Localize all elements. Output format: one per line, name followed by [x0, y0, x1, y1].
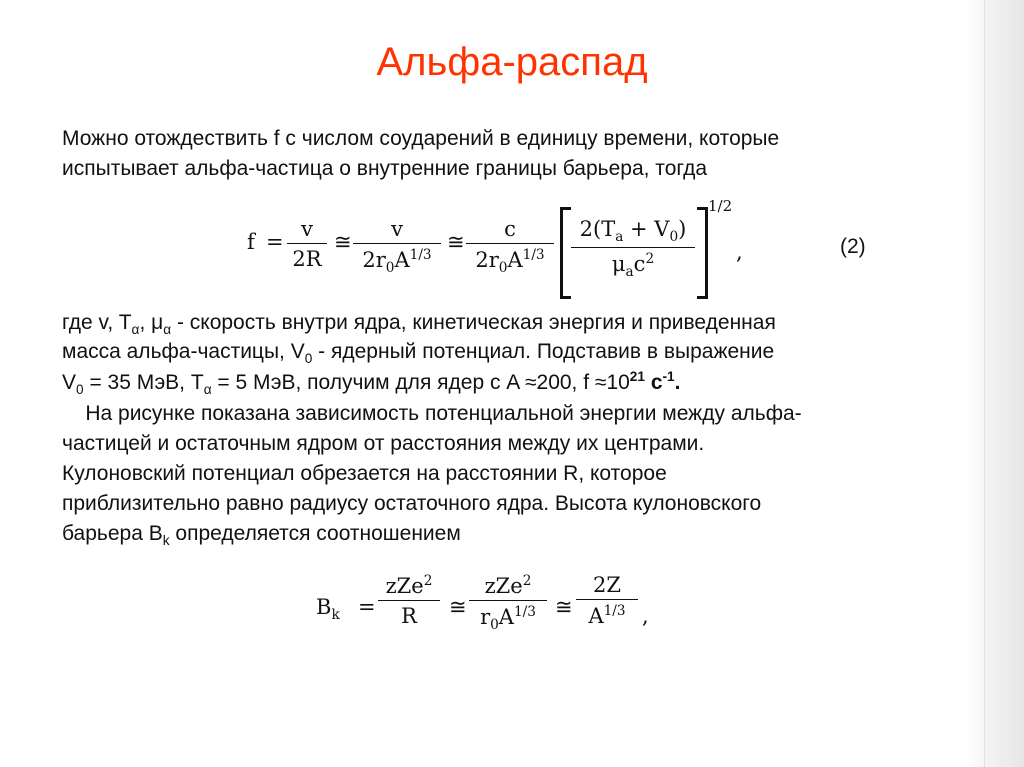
fraction-numerator: v: [287, 217, 327, 244]
fraction-numerator: zZe$^2$: [469, 573, 547, 601]
fraction-denominator: 2R: [292, 247, 322, 271]
fraction-denominator: $r_0A^{1/3}$: [480, 604, 536, 634]
text-line: На рисунке показана зависимость потенциальной энергии между альфа-: [62, 402, 802, 425]
eq1-lhs: f: [247, 230, 255, 254]
fraction-numerator: v: [353, 217, 441, 244]
eq2-fraction-2: [469, 573, 547, 633]
eq2-fraction-3: [576, 573, 638, 628]
fraction-numerator: zZe$^2$: [378, 573, 440, 601]
eq2-lhs: $B_k$: [316, 595, 340, 624]
fraction-denominator: $2r_0A^{1/3}$: [362, 247, 432, 277]
text-line: испытывает альфа-частица о внутренние границы барьера, тогда: [62, 157, 708, 180]
fraction-denominator: $\mu_ac^2$: [611, 251, 655, 281]
text-line: масса альфа-частицы, $V_0$ - ядерный потенциал. Подставив в выражение: [62, 340, 775, 367]
eq2-approx: ≅: [555, 595, 573, 619]
fraction-denominator: $A^{1/3}$: [588, 603, 626, 628]
eq2-fraction-1: [378, 573, 440, 628]
fraction-numerator: 2Z: [576, 573, 638, 600]
text-line: $V_0 = 35$ МэВ, $T_\alpha = 5$ МэВ, получим для ядер с A ≈200, $f \approx 10^{21}$ $c^{-1}$.: [62, 369, 681, 398]
eq2-equals: =: [358, 595, 376, 619]
eq2-approx: ≅: [449, 595, 467, 619]
eq1-approx: ≅: [334, 230, 352, 254]
text-line: Кулоновский потенциал обрезается на расстоянии R, которое: [62, 462, 667, 485]
text-line: барьера $B_k$ определяется соотношением: [62, 522, 461, 549]
fraction-numerator: $2(T_a + V_0)$: [571, 217, 695, 248]
eq1-power: 1/2: [708, 197, 733, 215]
equation-number: (2): [840, 235, 866, 258]
fraction-denominator: R: [401, 604, 417, 628]
text-line: частицей и остаточным ядром от расстояния между их центрами.: [62, 432, 705, 455]
text-line: приблизительно равно радиусу остаточного ядра. Высота кулоновского: [62, 492, 762, 515]
fraction-numerator: c: [466, 217, 554, 244]
fraction-denominator: $2r_0A^{1/3}$: [475, 247, 545, 277]
eq1-equals: =: [266, 230, 284, 254]
eq1-comma: ,: [736, 240, 743, 264]
text-line: Можно отождествить f с числом соударений в единицу времени, которые: [62, 127, 780, 150]
text-line: где v, $T_\alpha$, $\mu_\alpha$ - скорость внутри ядра, кинетическая энергия и приведенная: [62, 311, 776, 338]
eq1-approx: ≅: [447, 230, 465, 254]
eq2-comma: ,: [642, 604, 649, 628]
slide-title: Альфа-распад: [376, 40, 648, 84]
